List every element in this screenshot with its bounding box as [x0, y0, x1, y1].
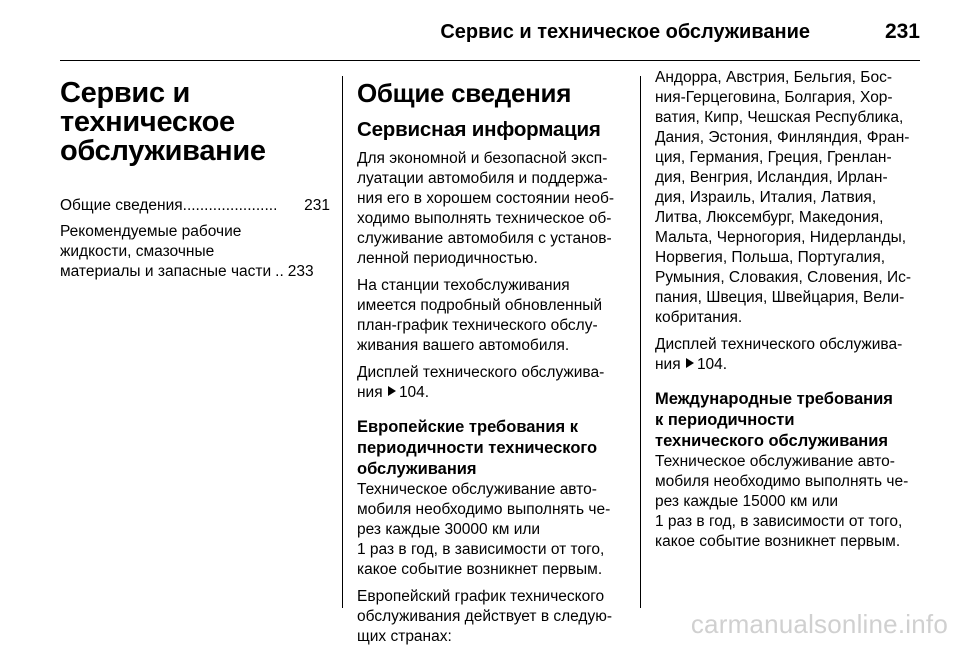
reference-arrow-icon — [388, 386, 396, 396]
running-title: Сервис и техническое обслуживание — [440, 21, 810, 43]
toc-entry-label: Общие сведения — [60, 197, 183, 214]
toc-entry-label: Рекомендуемые рабочие — [60, 223, 242, 240]
service-display-reference: Дисплей технического обслужива- ния 104. — [357, 364, 605, 401]
paragraph: Техническое обслуживание авто- мобиля необходимо выполнять че- рез каждые 15000 км или 1 раз в год, в зависимости от того, какое событие возникнет первым. — [655, 453, 909, 550]
chapter-title-line: обслуживание — [60, 135, 266, 167]
watermark: carmanualsonline.info — [690, 609, 948, 639]
toc-entry-general[interactable] — [60, 196, 330, 216]
page-link[interactable]: 104. — [398, 384, 430, 401]
toc-leader: ...................... — [182, 197, 278, 214]
paragraph: Техническое обслуживание авто- мобиля необходимо выполнять че- рез каждые 30000 км или 1 раз в год, в зависимости от того, какое событие возникнет первым. — [357, 481, 611, 578]
heading-european-requirements: Европейские требования к периодичности технического обслуживания — [357, 418, 598, 478]
heading-international-requirements: Международные требования к периодичности технического обслуживания — [655, 390, 893, 450]
toc-page: 231 — [304, 197, 330, 214]
chapter-title — [60, 79, 330, 166]
chapter-column — [60, 64, 330, 288]
column-divider — [640, 76, 641, 608]
paragraph: Для экономной и безопасной эксп- луатации автомобиля и поддержа- ния его в хорошем состоянии необ- ходимо выполнять техническое об- служивание автомобиля с установ- ленной периодичностью. — [357, 150, 615, 267]
countries-list: Андорра, Австрия, Бельгия, Бос- ния-Герцеговина, Болгария, Хор- ватия, Кипр, Чешская Республика, Дания, Эстония, Финляндия, Фран- ция, Германия, Греция, Гренлан- дия, Венгрия, Исландия, Ирлан- дия, Израиль, Италия, Латвия, Литва, Люксембург, Македония, Мальта, Черногория, Нидерланды, Норвегия, Польша, Португалия, Румыния, Словакия, Словения, Ис- пания, Швеция, Швейцария, Вели- кобритания. — [655, 69, 912, 326]
column-divider — [342, 76, 343, 608]
page-number: 231 — [884, 20, 920, 43]
toc-entry-label: материалы и запасные части — [60, 263, 272, 280]
section-title: Общие сведения — [357, 78, 572, 108]
service-display-reference: Дисплей технического обслужива- ния 104. — [655, 336, 903, 373]
subsection-title: Сервисная информация — [357, 118, 601, 141]
general-info-column — [357, 64, 625, 654]
toc-leader: .. — [275, 263, 284, 280]
chapter-title-line: Сервис и — [60, 77, 191, 109]
toc-entry-label: жидкости, смазочные — [60, 243, 215, 260]
chapter-title-line: техническое — [60, 106, 235, 138]
running-header — [0, 18, 920, 48]
toc-entry-fluids[interactable] — [60, 222, 330, 282]
paragraph: На станции техобслуживания имеется подробный обновленный план-график технического обслу- живания вашего автомобиля. — [357, 277, 603, 354]
paragraph: Европейский график технического обслуживания действует в следую- щих странах: — [357, 588, 613, 645]
header-rule — [60, 60, 920, 61]
toc-page: 233 — [287, 263, 314, 280]
countries-column — [655, 64, 923, 559]
reference-arrow-icon — [686, 358, 694, 368]
page-link[interactable]: 104. — [696, 356, 728, 373]
